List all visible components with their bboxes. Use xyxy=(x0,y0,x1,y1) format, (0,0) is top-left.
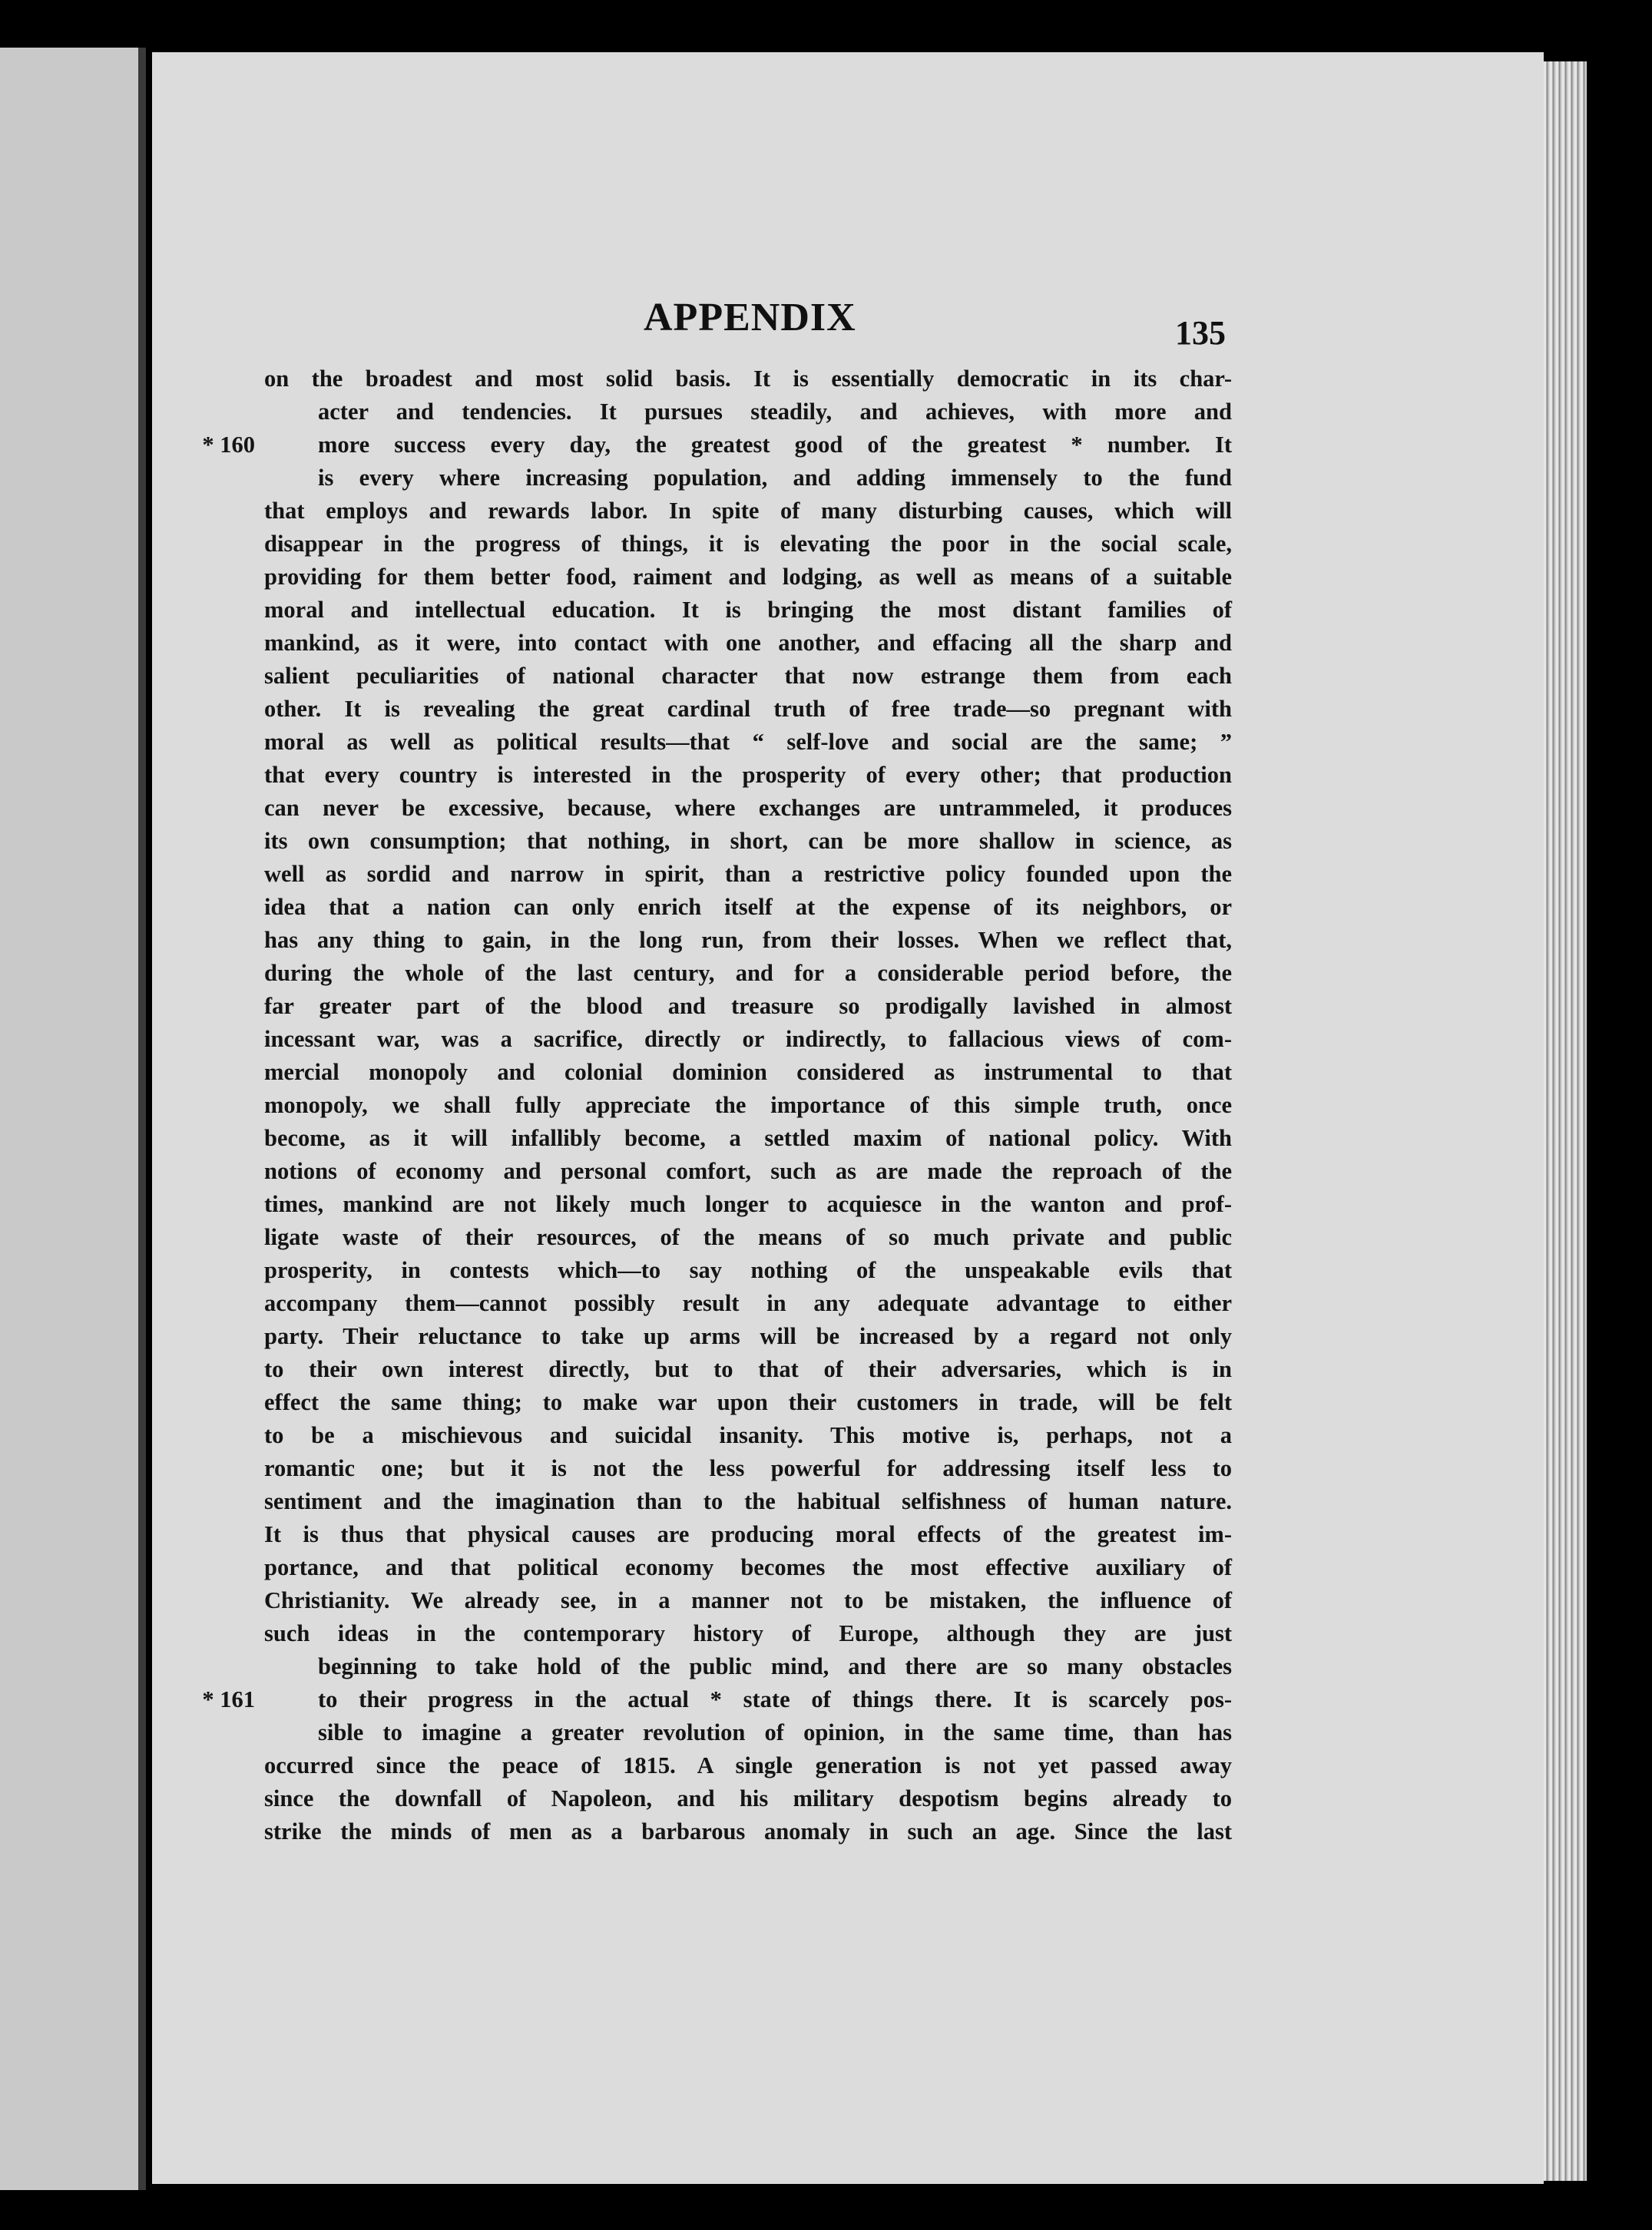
text-line-content: prosperity, in contests which—to say nothing of the unspeakable evils that xyxy=(264,1257,1232,1283)
text-line-content: become, as it will infallibly become, a settled maxim of national policy. With xyxy=(264,1125,1232,1151)
marginal-page-reference: * 161 xyxy=(202,1686,255,1712)
text-line xyxy=(264,1584,1232,1617)
text-line xyxy=(264,693,1232,726)
text-line-content: other. It is revealing the great cardinal truth of free trade—so pregnant with xyxy=(264,696,1232,722)
text-line-content: occurred since the peace of 1815. A single generation is not yet passed away xyxy=(264,1752,1232,1778)
page-stack-edge xyxy=(1544,61,1587,2181)
text-line-content: to their own interest directly, but to that of their adversaries, which is in xyxy=(264,1356,1232,1382)
text-line-content: far greater part of the blood and treasure so prodigally lavished in almost xyxy=(264,993,1232,1019)
text-line xyxy=(264,1353,1232,1386)
text-line xyxy=(264,528,1232,561)
running-head: APPENDIX xyxy=(644,296,856,339)
text-line xyxy=(264,1320,1232,1353)
text-line xyxy=(264,1254,1232,1287)
text-line-content: incessant war, was a sacrifice, directly or indirectly, to fallacious views of com- xyxy=(264,1026,1232,1052)
text-line-content: romantic one; but it is not the less powerful for addressing itself less to xyxy=(264,1455,1232,1481)
text-line xyxy=(264,594,1232,627)
text-line-content: can never be excessive, because, where exchanges are untrammeled, it produces xyxy=(264,795,1232,821)
text-line xyxy=(264,362,1232,395)
text-line xyxy=(202,428,1232,462)
text-line-content: moral and intellectual education. It is bringing the most distant families of xyxy=(264,597,1232,623)
text-line-content: moral as well as political results—that “ self-love and social are the same; ” xyxy=(264,729,1232,755)
text-line xyxy=(264,1617,1232,1650)
text-line-content: since the downfall of Napoleon, and his military despotism begins already to xyxy=(264,1785,1232,1811)
text-line xyxy=(264,1551,1232,1584)
text-line-content: is every where increasing population, and adding immensely to the fund xyxy=(318,465,1232,491)
text-line xyxy=(264,1386,1232,1419)
text-line-content: accompany them—cannot possibly result in any adequate advantage to either xyxy=(264,1290,1232,1316)
page-number: 135 xyxy=(1175,314,1226,352)
text-line xyxy=(264,858,1232,891)
text-line xyxy=(264,1056,1232,1089)
text-line xyxy=(264,1155,1232,1188)
book-gutter xyxy=(138,48,146,2190)
text-line-content: It is thus that physical causes are producing moral effects of the greatest im- xyxy=(264,1521,1232,1547)
text-line xyxy=(202,1683,1232,1716)
text-line-content: acter and tendencies. It pursues steadily, and achieves, with more and xyxy=(318,399,1232,425)
text-line-content: effect the same thing; to make war upon their customers in trade, will be felt xyxy=(264,1389,1232,1415)
text-line xyxy=(264,1749,1232,1782)
text-line xyxy=(264,1287,1232,1320)
text-line xyxy=(264,395,1232,428)
text-line xyxy=(264,792,1232,825)
text-line xyxy=(264,990,1232,1023)
text-line-content: times, mankind are not likely much longer to acquiesce in the wanton and prof- xyxy=(264,1191,1232,1217)
text-line xyxy=(264,924,1232,957)
text-line-content: strike the minds of men as a barbarous anomaly in such an age. Since the last xyxy=(264,1818,1232,1845)
text-line-content: beginning to take hold of the public mind, and there are so many obstacles xyxy=(318,1653,1232,1679)
text-line-content: ligate waste of their resources, of the means of so much private and public xyxy=(264,1224,1232,1250)
text-line xyxy=(264,1188,1232,1221)
text-line-content: to their progress in the actual * state of things there. It is scarcely pos- xyxy=(318,1686,1232,1712)
text-line-content: party. Their reluctance to take up arms will be increased by a regard not only xyxy=(264,1323,1232,1349)
text-line-content: Christianity. We already see, in a manner not to be mistaken, the influence of xyxy=(264,1587,1232,1613)
text-line xyxy=(264,891,1232,924)
text-line xyxy=(264,495,1232,528)
text-line-content: that employs and rewards labor. In spite of many disturbing causes, which will xyxy=(264,498,1232,524)
text-line xyxy=(264,1221,1232,1254)
text-line xyxy=(264,825,1232,858)
text-line xyxy=(264,1452,1232,1485)
text-line xyxy=(264,1650,1232,1683)
text-line-content: on the broadest and most solid basis. It is essentially democratic in its char- xyxy=(264,366,1232,392)
text-line xyxy=(264,1023,1232,1056)
text-line-content: more success every day, the greatest good of the greatest * number. It xyxy=(318,432,1232,458)
text-line-content: well as sordid and narrow in spirit, than a restrictive policy founded upon the xyxy=(264,861,1232,887)
text-line xyxy=(264,759,1232,792)
text-line xyxy=(264,1815,1232,1848)
body-text xyxy=(202,362,1232,1848)
text-line-content: sible to imagine a greater revolution of opinion, in the same time, than has xyxy=(318,1719,1232,1745)
facing-page-edge xyxy=(0,48,146,2190)
text-line-content: that every country is interested in the prosperity of every other; that production xyxy=(264,762,1232,788)
text-line-content: salient peculiarities of national character that now estrange them from each xyxy=(264,663,1232,689)
text-line xyxy=(264,957,1232,990)
text-line-content: portance, and that political economy becomes the most effective auxiliary of xyxy=(264,1554,1232,1580)
text-line xyxy=(264,1518,1232,1551)
text-line xyxy=(264,1782,1232,1815)
text-line xyxy=(264,1485,1232,1518)
text-line-content: notions of economy and personal comfort, such as are made the reproach of the xyxy=(264,1158,1232,1184)
text-line xyxy=(264,1716,1232,1749)
text-line-content: providing for them better food, raiment and lodging, as well as means of a suitable xyxy=(264,564,1232,590)
text-line xyxy=(264,1419,1232,1452)
text-line-content: during the whole of the last century, and for a considerable period before, the xyxy=(264,960,1232,986)
text-line-content: has any thing to gain, in the long run, from their losses. When we reflect that, xyxy=(264,927,1232,953)
marginal-page-reference: * 160 xyxy=(202,432,255,458)
text-line-content: idea that a nation can only enrich itself at the expense of its neighbors, or xyxy=(264,894,1232,920)
text-line-content: such ideas in the contemporary history of Europe, although they are just xyxy=(264,1620,1232,1646)
text-line xyxy=(264,1122,1232,1155)
text-line xyxy=(264,627,1232,660)
text-line xyxy=(264,462,1232,495)
text-line-content: sentiment and the imagination than to the habitual selfishness of human nature. xyxy=(264,1488,1232,1514)
text-line xyxy=(264,561,1232,594)
text-line-content: mankind, as it were, into contact with one another, and effacing all the sharp and xyxy=(264,630,1232,656)
text-line-content: mercial monopoly and colonial dominion considered as instrumental to that xyxy=(264,1059,1232,1085)
text-line-content: disappear in the progress of things, it is elevating the poor in the social scale, xyxy=(264,531,1232,557)
text-line xyxy=(264,726,1232,759)
text-line xyxy=(264,660,1232,693)
text-line-content: its own consumption; that nothing, in short, can be more shallow in science, as xyxy=(264,828,1232,854)
text-line-content: monopoly, we shall fully appreciate the importance of this simple truth, once xyxy=(264,1092,1232,1118)
text-line xyxy=(264,1089,1232,1122)
text-line-content: to be a mischievous and suicidal insanity. This motive is, perhaps, not a xyxy=(264,1422,1232,1448)
